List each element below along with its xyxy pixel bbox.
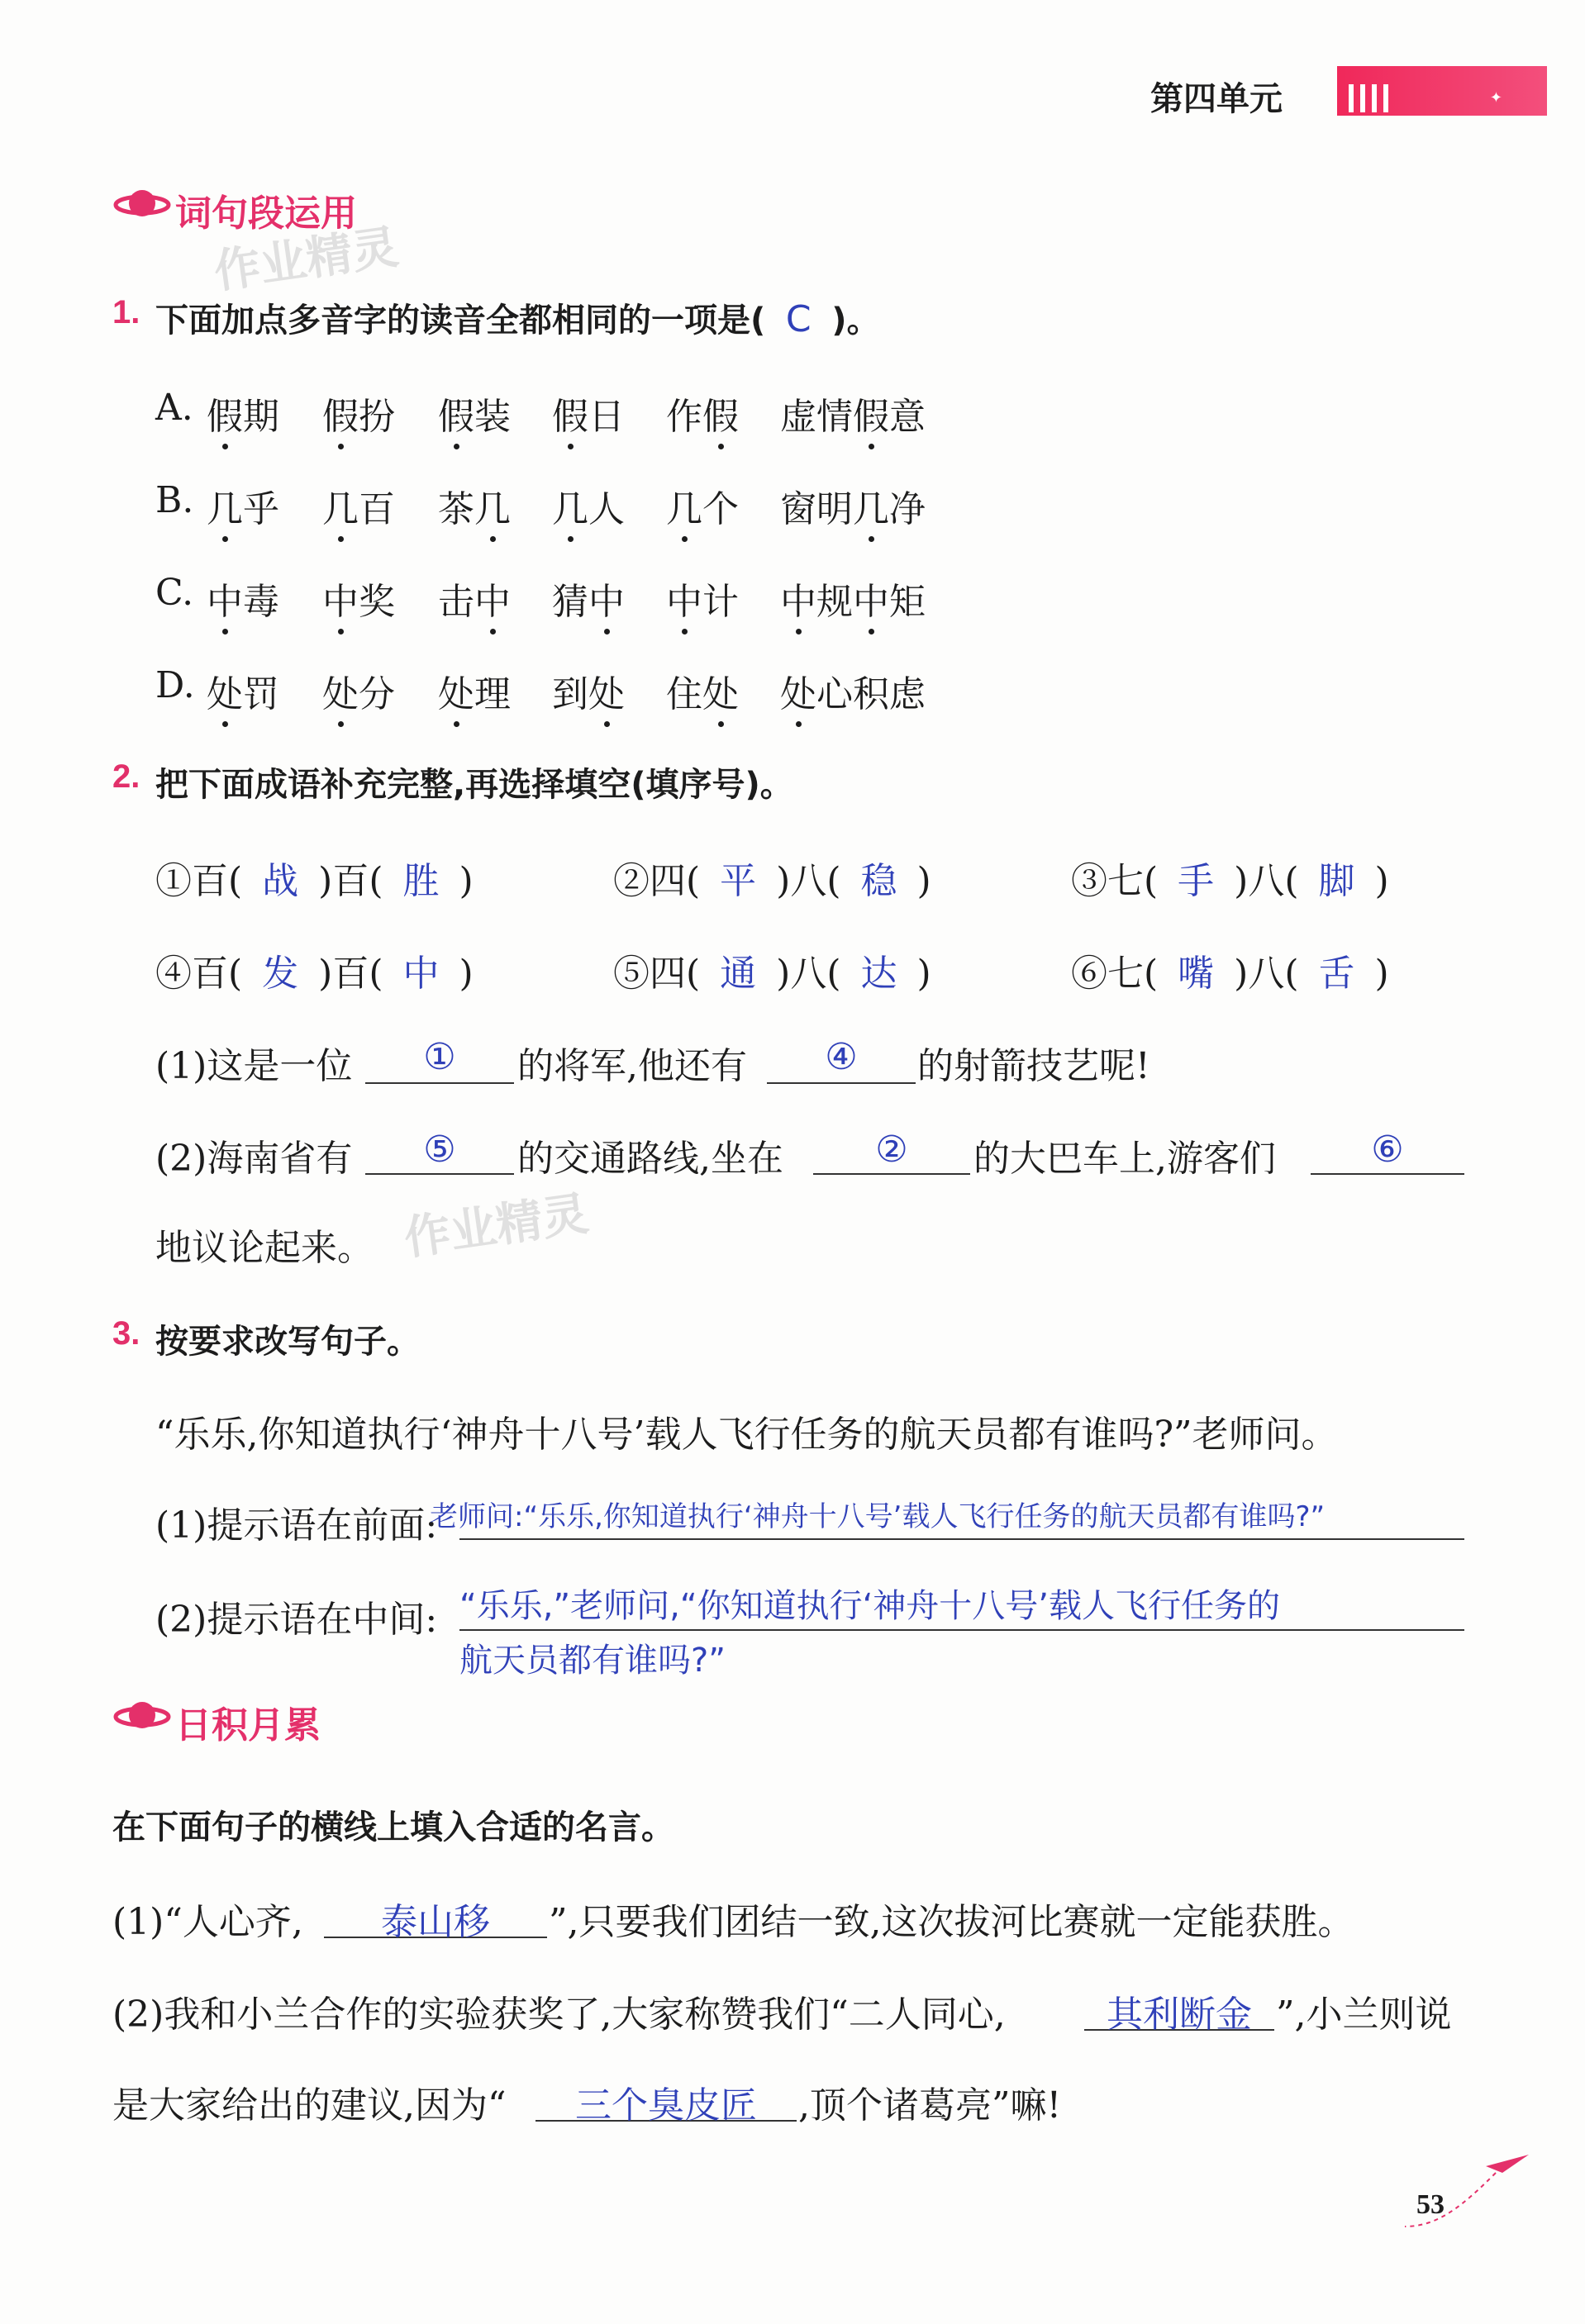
idiom-answer: 手 (1178, 860, 1215, 902)
option-label: D. (155, 664, 195, 706)
option-word: 中计 (666, 572, 739, 625)
q2-s1-answer2: ④ (825, 1036, 858, 1078)
option-word: 处心积虑 (780, 664, 926, 717)
idiom-answer: 通 (720, 953, 757, 995)
option-word: 假期 (207, 387, 279, 440)
idiom-answer: 战 (262, 860, 299, 902)
q2-s1-p1: (1)这是一位 (155, 1045, 353, 1087)
watermark: 作业精灵 (401, 1186, 593, 1267)
q2-s2-p3: 的大巴车上,游客们 (973, 1138, 1276, 1180)
q4-s1-p1: (1)“人心齐, (112, 1901, 303, 1943)
q3-r2-answer-line2: 航天员都有谁吗?” (459, 1642, 726, 1680)
idiom-item (1071, 851, 1389, 904)
idiom-item (155, 943, 474, 996)
idiom-text: ) (916, 953, 931, 995)
q2-s1-p2: 的将军,他还有 (517, 1045, 747, 1087)
option-word: 假日 (552, 387, 625, 440)
q3-source: “乐乐,你知道执行‘神舟十八号’载人飞行任务的航天员都有谁吗?”老师问。 (155, 1414, 1338, 1456)
idiom-item (613, 943, 931, 996)
option-label: B. (155, 479, 194, 521)
q2-s2-p2: 的交通路线,坐在 (517, 1138, 783, 1180)
idiom-text: )百( (318, 860, 383, 902)
option-word: 住处 (666, 664, 739, 717)
idiom-text: ) (459, 953, 474, 995)
blank-line (365, 1173, 514, 1175)
section-title-vocab: 词句段运用 (175, 192, 357, 235)
unit-title: 第四单元 (1150, 80, 1283, 118)
page-number: 53 (1416, 2189, 1445, 2220)
option-word: 几百 (322, 479, 395, 532)
q4-s3-p2: ,顶个诸葛亮”嘛! (798, 2084, 1062, 2127)
question-number: 1. (112, 294, 140, 330)
idiom-answer: 达 (860, 953, 897, 995)
option-word: 中规中矩 (780, 572, 926, 625)
idiom-item (613, 851, 931, 904)
blank-line (365, 1082, 514, 1084)
q1-answer: C (785, 298, 812, 340)
idiom-text: ) (459, 860, 474, 902)
idiom-text: ④百( (155, 953, 243, 995)
idiom-text: )八( (1234, 953, 1299, 995)
idiom-answer: 平 (720, 860, 757, 902)
question-number: 3. (112, 1315, 140, 1352)
option-word: 虚情假意 (780, 387, 926, 440)
option-word: 到处 (552, 664, 625, 717)
q2-s2-p4: 地议论起来。 (155, 1227, 374, 1269)
idiom-item (155, 851, 474, 904)
q4-s1-answer: 泰山移 (381, 1901, 490, 1943)
idiom-answer: 脚 (1318, 860, 1355, 902)
section-title-daily: 日积月累 (175, 1704, 321, 1747)
idiom-answer: 发 (262, 953, 299, 995)
q4-s3-answer: 三个臭皮匠 (575, 2084, 757, 2127)
q3-r2-label: (2)提示语在中间: (155, 1599, 438, 1641)
blank-line (767, 1082, 916, 1084)
option-word: 作假 (666, 387, 739, 440)
q3-prompt: 按要求改写句子。 (155, 1323, 420, 1361)
option-label: A. (155, 387, 193, 429)
option-word: 几人 (552, 479, 625, 532)
q4-s2-answer: 其利断金 (1107, 1994, 1252, 2036)
idiom-answer: 稳 (860, 860, 897, 902)
idiom-text: ①百( (155, 860, 243, 902)
q1-prompt: 下面加点多音字的读音全都相同的一项是( C )。 (155, 298, 880, 340)
option-word: 假扮 (322, 387, 395, 440)
idiom-text: ) (1374, 953, 1389, 995)
blank-line (459, 1629, 1464, 1631)
q4-s1-p2: ”,只要我们团结一致,这次拔河比赛就一定能获胜。 (549, 1901, 1354, 1943)
q2-s2-answer2: ② (875, 1129, 908, 1171)
q2-s1-answer1: ① (423, 1036, 456, 1078)
unit-banner (1337, 66, 1547, 116)
option-word: 猜中 (552, 572, 625, 625)
paper-plane-icon (1405, 2148, 1529, 2239)
option-word: 假装 (438, 387, 511, 440)
option-word: 中奖 (322, 572, 395, 625)
q3-r1-label: (1)提示语在前面: (155, 1504, 438, 1547)
blank-line (1311, 1173, 1464, 1175)
sparkle-icon: ✦ (1489, 89, 1502, 107)
planet-icon (112, 183, 172, 225)
idiom-text: )八( (776, 860, 841, 902)
idiom-text: ③七( (1071, 860, 1159, 902)
q2-prompt: 把下面成语补充完整,再选择填空(填序号)。 (155, 766, 793, 804)
planet-icon (112, 1695, 172, 1737)
option-word: 几乎 (207, 479, 279, 532)
idiom-text: ) (1374, 860, 1389, 902)
option-label: C. (155, 572, 194, 614)
q4-s3-p1: 是大家给出的建议,因为“ (112, 2084, 507, 2127)
option-word: 窗明几净 (780, 479, 926, 532)
idiom-text: )八( (776, 953, 841, 995)
idiom-text: )八( (1234, 860, 1299, 902)
idiom-answer: 胜 (402, 860, 440, 902)
question-number: 2. (112, 758, 140, 795)
q4-s2-p1: (2)我和小兰合作的实验获奖了,大家称赞我们“二人同心, (112, 1994, 1006, 2036)
option-word: 茶几 (438, 479, 511, 532)
idiom-text: ⑤四( (613, 953, 701, 995)
option-word: 击中 (438, 572, 511, 625)
idiom-answer: 嘴 (1178, 953, 1215, 995)
q2-s2-p1: (2)海南省有 (155, 1138, 353, 1180)
idiom-text: ) (916, 860, 931, 902)
idiom-item (1071, 943, 1389, 996)
option-word: 处罚 (207, 664, 279, 717)
q4-s2-p2: ”,小兰则说 (1276, 1994, 1452, 2036)
watermark: 作业精灵 (211, 220, 402, 300)
q3-r1-answer: 老师问:“乐乐,你知道执行‘神舟十八号’载人飞行任务的航天员都有谁吗?” (430, 1500, 1326, 1533)
option-word: 几个 (666, 479, 739, 532)
idiom-text: ②四( (613, 860, 701, 902)
q3-r2-answer-line1: “乐乐,”老师问,“你知道执行‘神舟十八号’载人飞行任务的 (459, 1587, 1281, 1625)
option-word: 处理 (438, 664, 511, 717)
option-word: 中毒 (207, 572, 279, 625)
q2-s2-answer3: ⑥ (1371, 1129, 1404, 1171)
q2-s2-answer1: ⑤ (423, 1129, 456, 1171)
idiom-answer: 中 (402, 953, 440, 995)
option-word: 处分 (322, 664, 395, 717)
idiom-text: )百( (318, 953, 383, 995)
blank-line (813, 1173, 970, 1175)
q2-s1-p3: 的射箭技艺呢! (917, 1045, 1150, 1087)
blank-line (459, 1538, 1464, 1540)
idiom-text: ⑥七( (1071, 953, 1159, 995)
idiom-answer: 舌 (1318, 953, 1355, 995)
q4-prompt: 在下面句子的横线上填入合适的名言。 (112, 1808, 674, 1846)
